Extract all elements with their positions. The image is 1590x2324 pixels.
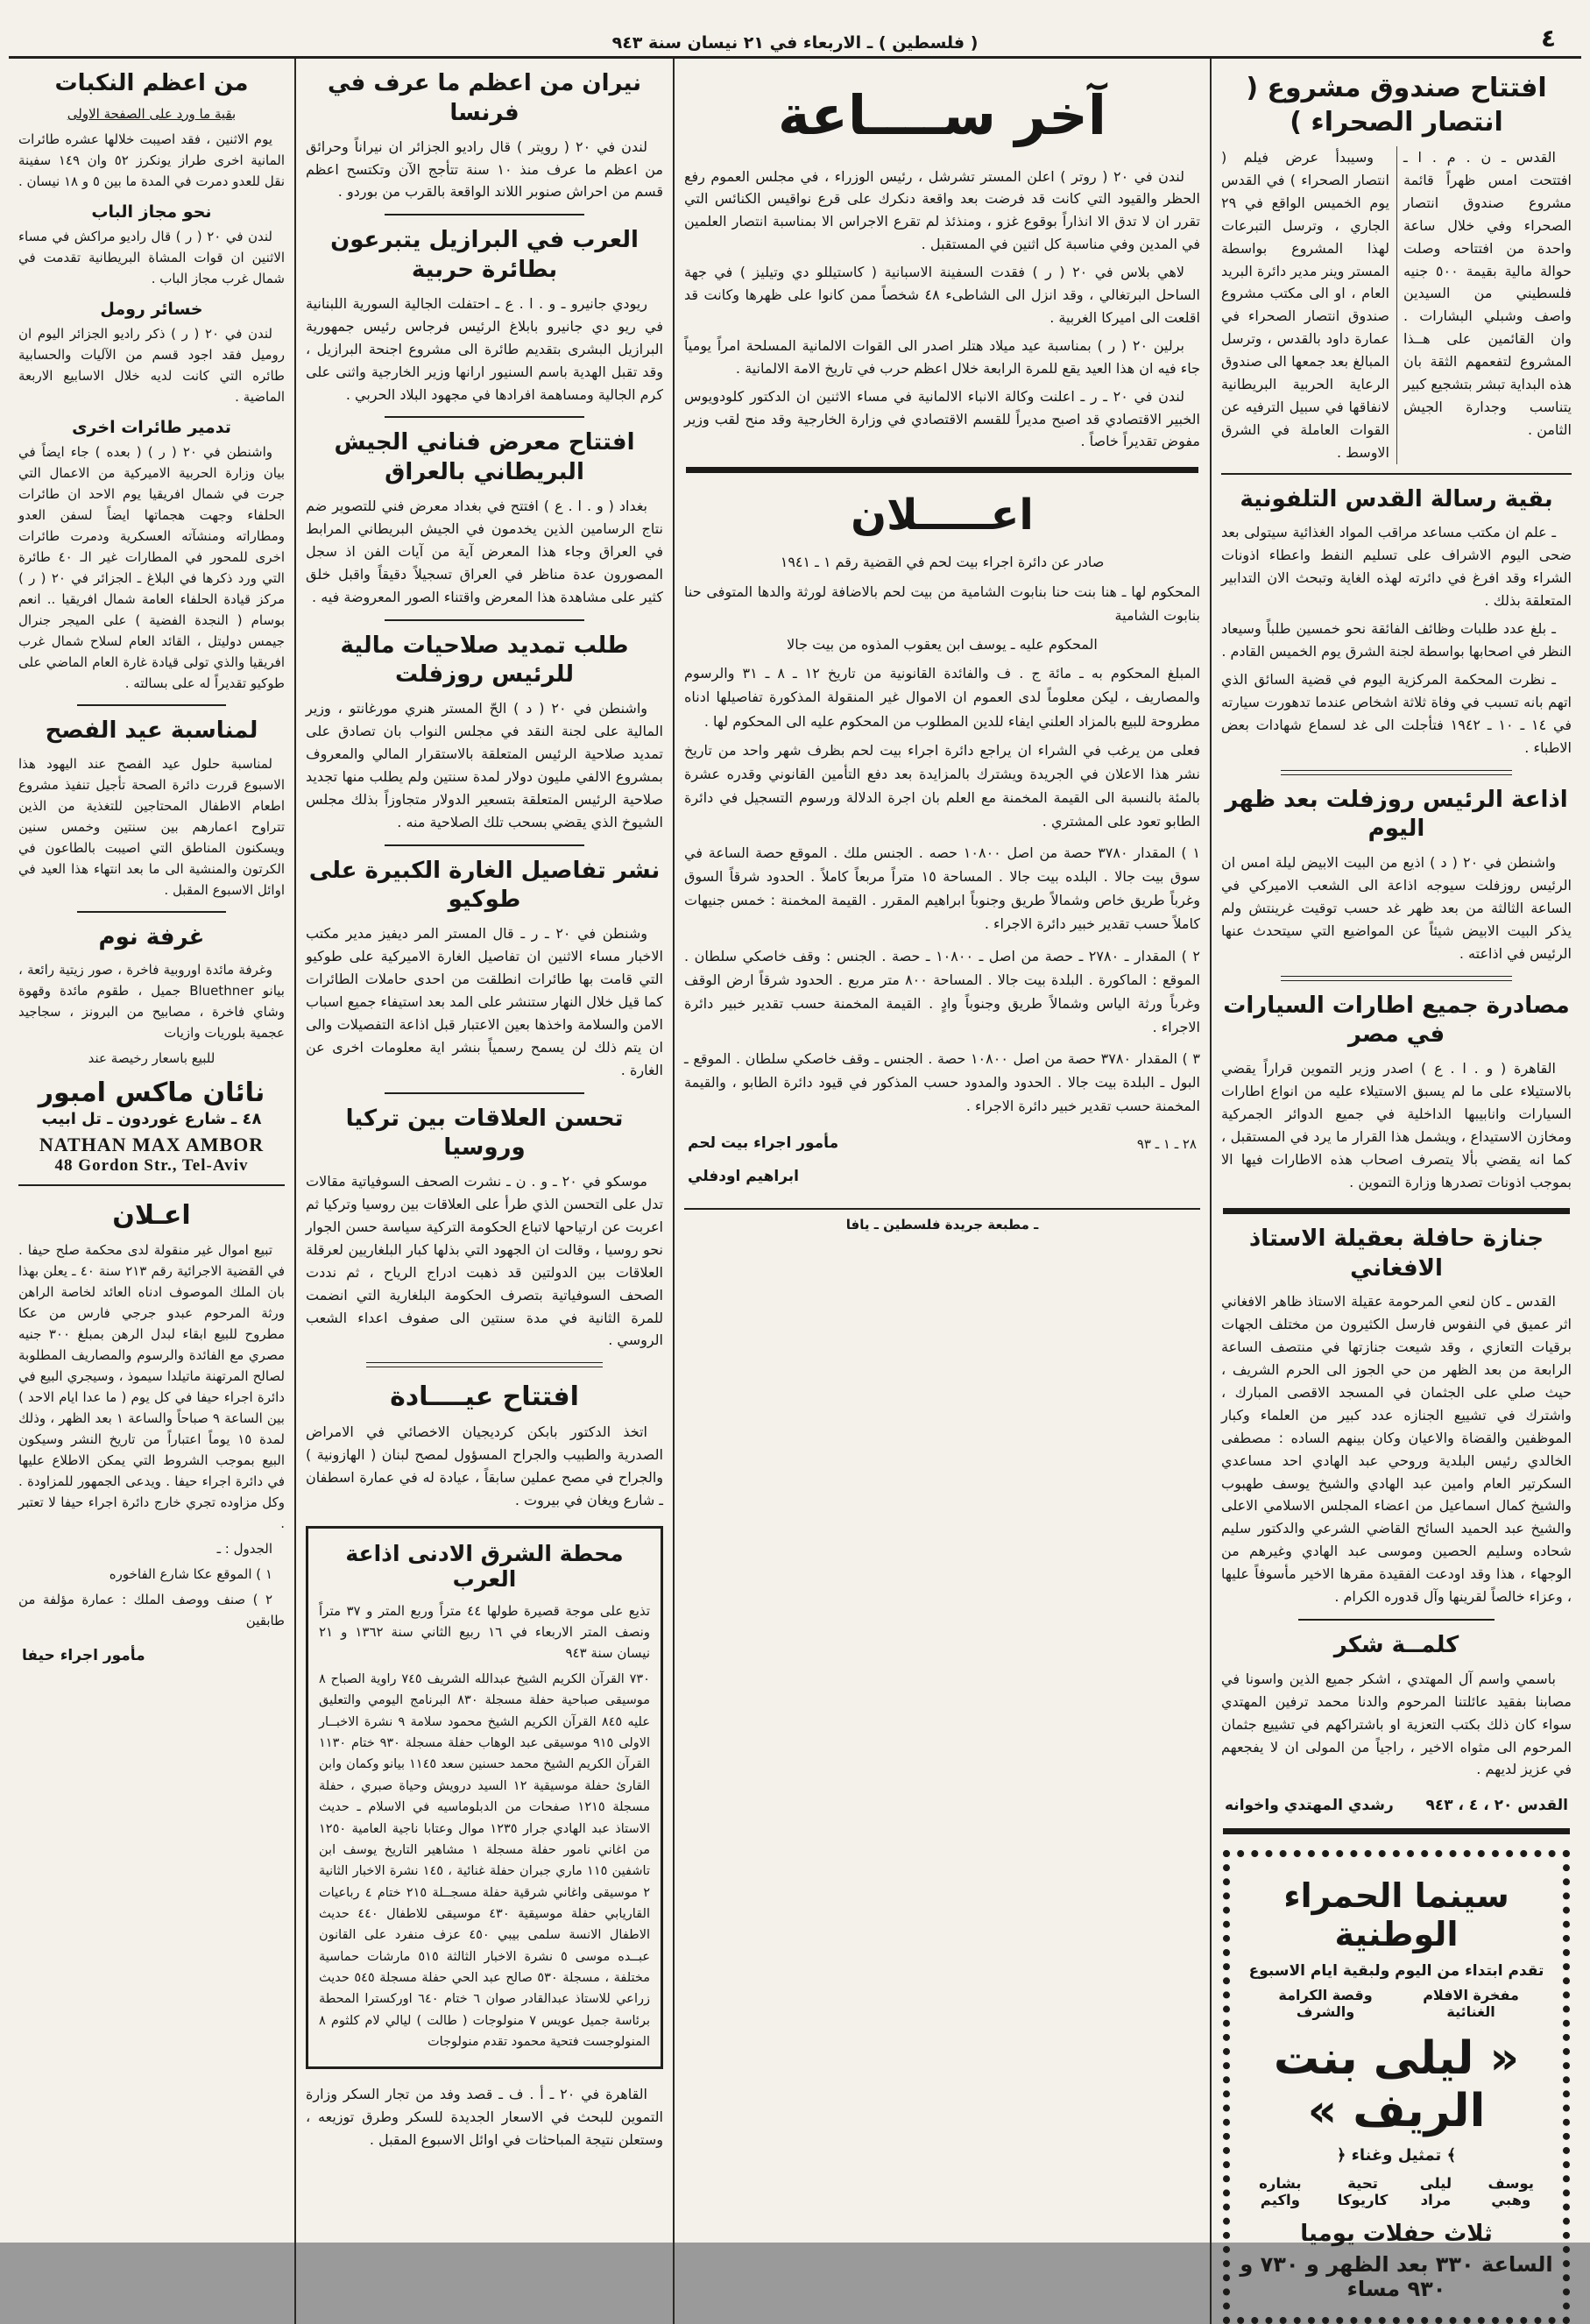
article-easter xyxy=(18,717,285,901)
bedroom-furniture-ad xyxy=(18,923,285,1176)
divider xyxy=(385,416,584,418)
article-body: لندن في ٢٠ ( رويتر ) قال راديو الجزائر ان نيراناً وحرائق من اعظم ما عرف منذ ١٠ سنة تتأجج الآن وتكتسح اعظم قسم من احراش صنوبر اللاند الواقعة بالقرب من بوردو . xyxy=(306,138,663,201)
article-headline: افتتاح صندوق مشروع ( انتصار الصحراء ) xyxy=(1246,73,1547,138)
vendor-address-arabic: ٤٨ ـ شارع غوردون ـ تل ابيب xyxy=(41,1110,262,1129)
article-baghdad-exhibition xyxy=(306,428,663,608)
article-brazil-plane xyxy=(306,226,663,406)
article-headline: من اعظم النكبات xyxy=(54,70,249,96)
cinema-subtitle: ﴾ تمثيل وغناء ﴿ xyxy=(1239,2146,1554,2165)
article-roosevelt-powers xyxy=(306,632,663,834)
divider xyxy=(1298,1619,1495,1621)
article-body-two-col xyxy=(1221,146,1572,464)
column-world-news xyxy=(294,59,673,2324)
news-item: لندن في ٢٠ ـ ر ـ اعلنت وكالة الانباء الالمانية في مساء الاثنين ان الدكتور كلودويوس الخبير الاقتصادي قد اصبح مديراً للقسم الاقتصادي في وزارة الخارجية وقد منح لقب وزير مفوض تقديراً خاصاً . xyxy=(684,387,1200,450)
notice-issuer: صادر عن دائرة اجراء بيت لحم في القضية رقم ١ ـ ١٩٤١ xyxy=(780,554,1105,571)
news-item: لندن في ٢٠ ( روتر ) اعلن المستر تشرشل ، رئيس الوزراء ، في مجلس العموم رفع الحظر والقيود التي كانت قد فرضت بعد واقعة دنكرك على قرع نواقيس الكنائس التي تقرر ان لا تدق الا انذاراً بوقوع غزو ، ومنذئذ لم تقرع الاجراس الا بمناسبة انتصار العلمين في المدين وفي مناسبة كل اثنين في المستقبل . xyxy=(684,167,1200,253)
officer-signature-row xyxy=(22,1647,281,1664)
news-item: برلين ٢٠ ( ر ) بمناسبة عيد ميلاد هتلر اصدر الى القوات الالمانية المسلحة امراً يومياً جاء فيه ان هذا العيد يقع للمرة الرابعة خلال اعظم حرب في تاريخ الامة الالمانية . xyxy=(684,336,1200,377)
ad-body: وغرفة مائدة اوروبية فاخرة ، صور زيتية رائعة ، بيانو Bluethner جميل ، طقوم مائدة وقهوة وشاي فاخرة ، مصابيح من البرونز ، سجاجيد عجمية بلوريات وازيات xyxy=(18,962,285,1042)
column-last-hour xyxy=(673,59,1210,2324)
legal-notice-haifa xyxy=(18,1198,285,1664)
columns-grid xyxy=(9,59,1581,2302)
notice-body: تبيع اموال غير منقولة لدى محكمة صلح حيفا . في القضية الاجرائية رقم ٢١٣ سنة ٤٠ ـ يعلن بهذا بان الملك الموصوف ادناه العائد لخاصة الراهن ورثة المرحوم عبدو جرجي فارس من عكا مطروح للبيع ابقاء لبدل الرهن بمبلغ ٣٠٠ جنيه مصري مع الفائدة والرسوم والمصاريف المطلوبة لصالح المرتهنة ماتيلدا سيموذ ، وسيجري البيع في دائرة اجراء حيفا في كل يوم ( ما عدا ايام الاحد ) بين الساعة ٩ صباحاً والساعة ١ بعد الظهر ، وذلك لمدة ١٥ يوماً اعتباراً من تاريخ النشر وسيكون البيع بموجب الشروط التي يمكن الاطلاع عليها في دائرة اجراء حيفا . ويدعى الجمهور للمزاودة . وكل مزاوده تجري خارج دائرة اجراء حيفا لا تعتبر . xyxy=(18,1242,286,1532)
schedule-item: ٢ ) صنف ووصف الملك : عمارة مؤلفة من طابقين xyxy=(18,1592,285,1629)
divider xyxy=(77,911,226,913)
divider xyxy=(77,704,226,706)
shows-line: ثلاث حفلات يوميا xyxy=(1300,2221,1493,2248)
article-thanks xyxy=(1221,1631,1572,1814)
divider xyxy=(18,1184,285,1186)
actor-name: ليلى مراد xyxy=(1419,2175,1452,2209)
schedule-label: الجدول : ـ xyxy=(216,1541,272,1558)
sub-headline: تدمير طائرات اخرى xyxy=(72,417,231,437)
notice-terms: فعلى من يرغب في الشراء ان يراجع دائرة اجراء بيت لحم بظرف شهر واحد من تاريخ نشر هذا الاعلان في الجريدة ويشترك بالمزايدة بعد دفع التأمين القانوني وقدره عشرة بالمئة بالنسبة الى القيمة المخمنة مع العلم بان اجرة الدلالة ورسوم التسجيل في دائرة الطابو تعود على المشتري . xyxy=(684,741,1200,830)
article-body: واشنطن في ٢٠ ( د ) اذيع من البيت الابيض ليلة امس ان الرئيس روزفلت سيوجه اذاعة الى الشعب الاميركي في الساعة الثالثة من بعد ظهر غد حسب توقيت غرينتش ولم يذكر البيت الابيض شيئاً عن المواضيع التي سيتحدث عنها الرئيس في اذاعته . xyxy=(1221,854,1572,962)
article-body: لمناسبة حلول عيد الفصح عند اليهود هذا الاسبوع قررت دائرة الصحة تأجيل تنفيذ مشروع اطعام الاطفال المحتاجين للتغذية من الذين تتراوح اعمارهم بين سنتين وخمس سنين ويسكنون المناطق التي اصيبت بالطاعون في الكرتون والمنشية الى ما بعد انتهاء هذا العيد في اوائل الاسبوع المقبل . xyxy=(18,755,285,898)
divider xyxy=(385,214,584,215)
news-item: ـ بلغ عدد طلبات وظائف الفائقة نحو خمسين طلباً وسيعاد النظر في اصحابها بواسطة لجنة الشرق يوم الخميس القادم . xyxy=(1221,620,1572,660)
divider xyxy=(385,619,584,621)
showtimes: الساعة ٣٣٠ بعد الظهر و ٧٣٠ و ٩٣٠ مساء xyxy=(1240,2252,1553,2302)
article-catastrophes xyxy=(18,69,285,694)
article-body: القدس ـ كان لنعي المرحومة عقيلة الاستاذ ظاهر الافغاني اثر عميق في النفوس فارسل الكثيرون من مختلف الجهات برقيات التعازي ، وقد شيعت جنازتها في منتصف الساعة الرابعة من بعد الظهر من حي الجوز الى الحرم الشريف ، حيث صلي على الجثمان في المسجد الاقصى المبارك ، واشترك في تشييع الجنازه عدد كبير من العلماء وكبار الموظفين والقضاة والاعيان وكان بينهم الساده : مصطفى الخالدي رئيس البلدية وروحي عبد الهادي احد مساعدي السكرتير العام وامين عبد الهادي والشيخ يوسف طهبوب والشيخ كمال اسماعيل من اعضاء المجلس الاسلامي الاعلى والشيخ عبد الحميد السائح القاضي الشرعي والدكتور سليم شحاده وسليم الحصين وموسى عبد الهادي وغيرهم من الوجهاء ، هذا وقد اودعت الفقيدة مقرها الاخير مأسوفاً عليها ، وعزاء خالصاً لقرينها وآل قدوره الكرام . xyxy=(1221,1293,1572,1606)
cinema-intro-line: تقدم ابتداء من اليوم ولبقية ايام الاسبوع xyxy=(1248,1962,1544,1981)
legal-notice-bethlehem xyxy=(684,491,1200,1185)
article-body: ريودي جانيرو ـ و . ا . ع ـ احتفلت الجالية السورية اللبنانية في ريو دي جانيرو بابلاغ الرئيس فرجاس رئيس جمهورية البرازيل البشرى بتقديم طائرة الى مشروع اجنحة البرازيل ، وقد تقبل الهدية باسم السنيور ارانها وزير الخارجية واثنى على كرم الجالية ومساهمة افرادها في مجهود البلاد الحربي . xyxy=(306,294,663,403)
cairo-news-item: القاهرة في ٢٠ ـ أ . ف ـ قصد وفد من تجار السكر وزارة التموين للبحث في الاسعار الجديدة للسكر وطرق توزيعه ، وستعلن نتيجة المباحثات في اوائل الاسبوع المقبل . xyxy=(306,2086,663,2149)
article-headline: العرب في البرازيل يتبرعون بطائرة حربية xyxy=(330,227,639,284)
vendor-address-latin: 48 Gordon Str., Tel-Aviv xyxy=(54,1156,249,1176)
news-item: لاهي بلاس في ٢٠ ( ر ) فقدت السفينة الاسبانية ( كاستيللو دي وتيليز ) في جهة الساحل البرتغالي ، وقد انزل الى الشاطىء ٤٨ شخصاً ممن كانوا على ظهرها وكانت قد اقلعت الى اميركا الغربية . xyxy=(684,264,1200,326)
news-item: ـ علم ان مكتب مساعد مراقب المواد الغذائية سيتولى بعد ضحى اليوم الاشراف على تسليم النفط واعطاء اذونات الشراء وقد افرغ في دائرته لهذه الغاية وتبحث الان التدابير المتعلقة بذلك . xyxy=(1221,524,1572,610)
notice-beneficiary: المحكوم لها ـ هنا بنت حنا بنابوت الشامية من بيت لحم بالاضافة لورثة والدها المتوفى حنا بنابوت الشامية xyxy=(684,583,1200,624)
masthead xyxy=(9,5,1581,59)
article-headline: تحسن العلاقات بين تركيا وروسيا xyxy=(345,1105,624,1162)
signature-name: رشدي المهتدي واخوانه xyxy=(1225,1797,1394,1815)
article-body: واشنطن في ٢٠ ( ر ) ( بعده ) جاء ايضاً في بيان وزارة الحربية الاميركية من الاعمال التي جرت في شمال افريقيا يوم الاحد ان طائرات الحلفاء وجهت هجماتها ايضاً لسفن العدو ومطاراته ومنشآته العسكرية ودمرت طائرات اخرى للمحور في المطارات غير الـ ٤٠ طائرة التي ورد ذكرها في البلاغ ـ الجزائر في ٢٠ ( ر ) مركز قيادة الحلفاء العامة شمال افريقيا .. انعم بوسام ( النجدة الفضية ) على الميجر جنرال جيمس دوليتل ، القائد العام لسلاح شمال غرب افريقيا والذي تولى قيادة غارة العام الماضي على طوكيو تقديراً له على بسالته . xyxy=(18,443,286,691)
article-headline: بقية رسالة القدس التلفونية xyxy=(1240,485,1553,512)
article-body: وسيبدأ عرض فيلم ( انتصار الصحراء ) في القدس يوم الخميس الواقع في ٢٩ الجاري ، وترسل التبرعات لهذا المشروع بواسطة المستر وينر مدير دائرة البريد العام ، او الى مكتب مشروع صندوق انتصار الصحراء في عمارة داود بالقدس ، وترسل المبالغ بعد جمعها الى صندوق الرعاية الحربية البريطانية لانفاقها في سبيل الترفيه عن القوات العاملة في الشرق الاوسط . xyxy=(1221,149,1389,461)
article-funeral xyxy=(1221,1225,1572,1608)
article-france-fires xyxy=(306,69,663,203)
article-headline: لمناسبة عيد الفصح xyxy=(45,717,258,744)
column-right xyxy=(1210,59,1581,2324)
article-body: القدس ـ ن . م . ا ـ افتتحت امس ظهراً قائمة مشروع صندوق انتصار الصحراء وفي خلال ساعة واحدة من افتتاحه وصلت حوالة مالية بقيمة ٥٠٠ جنيه فلسطيني من السيدين واصف وشبلي البشارات . وان القائمين على هــذا المشروع لتفعمهم الثقة بان هذه البداية تبشر بتشجيع كبير يتناسب وجدارة الجيش الثامن . xyxy=(1403,149,1572,438)
actors-row xyxy=(1239,2175,1554,2208)
article-body: لندن في ٢٠ ( ر ) قال راديو مراكش في مساء الاثنين ان قوات المشاة البريطانية تقدمت في شمال غرب مجاز الباب . xyxy=(18,228,285,286)
printing-imprint: ـ مطبعة جريدة فلسطين ـ يافا xyxy=(684,1208,1200,1233)
article-clinic-opening xyxy=(306,1380,663,1512)
divider xyxy=(385,844,584,846)
officer-signature-row xyxy=(688,1134,1197,1152)
article-body: باسمي واسم آل المهتدي ، اشكر جميع الذين واسونا في مصابنا بفقيد عائلتنا المرحوم والدنا محمد ترفين المهتدي سواء كان ذلك بكتب التعزية او باشتراكهم في تشييع جثمان المرحوم الى مثواه الاخير ، راجياً من المولى ان لا يفجعهم في عزيز لديهم . xyxy=(1221,1670,1572,1778)
officer-name: ابراهيم اودفلي xyxy=(688,1168,799,1186)
last-hour-headline: آخر ســــاعة xyxy=(777,83,1107,147)
article-headline: نيران من اعظم ما عرف في فرنسا xyxy=(327,70,642,126)
ad-sale-line: للبيع باسعار رخيصة عند xyxy=(88,1050,216,1067)
article-headline: اذاعة الرئيس روزفلت بعد ظهر اليوم xyxy=(1225,786,1568,843)
sub-headline: نحو مجاز الباب xyxy=(91,201,212,222)
radio-schedule: ٧٣٠ القرآن الكريم الشيخ عبدالله الشريف ٧٤٥ راوية الصباح ٨ موسيقى صباحية حفلة مسجلة ٨٣٠ البرنامج اليومي والتعليق عليه ٨٤٥ القرآن الكريم الشيخ محمود سلامة ٩ نشرة الاخبــار الاولى ٩١٥ موسيقى عبد الوهاب حفلة مسجلة ٩٣٠ ختام ١١٣٠ القرآن الكريم الشيخ محمد حسنين سعد ١١٤٥ بيانو وكمان وابن القارئ حفلة موسيقية ١٢ السيد درويش وحياة صبري ، حفلة مسجلة ١٢١٥ صفحات من الدبلوماسيه في الاسلام ـ حديث الاستاذ عبد الهادي جرار ١٢٣٥ موال وعتابا ناجية العامية ١٢٥٠ من اغاني نامور حفلة مسجلة ١ مشاهير التاريخ يوسف ابن تاشفين ١١٥ ماري جبران حفلة غنائية ، ١٤٥ نشرة الاخبار الثانية ٢ موسيقى واغاني شرقية حفلة مسجــلة ٢١٥ ختام ٤ رباعيات القاريابي حفلة موسيقية ٤٣٠ موسيقى للاطفال ٤٤٠ حديث الاطفال الانسة سلمى بيبي ٤٥٠ عزف منفرد على القانون عبــده موسى ٥ نشرة الاخبار الثالثة ٥١٥ مارشات حماسية مختلفة ، مسجلة ٥٣٠ صالح عبد الحي حفلة مسجلة ٥٤٥ حديث زراعي للاستاذ عبدالقادر صوان ٦ ختام ٦٤٠ اوركسترا المحطة برئاسة جميل عويس ٧ منولوجات ( طالت ) ليالي لام كلثوم ٨ المنولوجست فتحية محمود تقدم منولوجات xyxy=(319,1672,651,2050)
schedule-item: ١ ) الموقع عكا شارع الفاخوره xyxy=(109,1566,272,1583)
news-item: ـ نظرت المحكمة المركزية اليوم في قضية السائق الذي اتهم بانه تسبب في وفاة ثلاثة اشخاص عندما تدهورت سيارته في ١٤ ـ ١٠ ـ ١٩٤٢ فتأجلت الى غد لسماع شهادات بعض الاطباء . xyxy=(1221,670,1572,756)
radio-schedule-box xyxy=(306,1526,663,2069)
signature-row xyxy=(1225,1797,1568,1814)
cinema-tagline-right: مفخرة الافلام الغنائية xyxy=(1423,1987,1519,2021)
article-headline: جنازة حافلة بعقيلة الاستاذ الافغاني xyxy=(1248,1225,1544,1282)
thick-divider xyxy=(1223,1208,1570,1214)
article-turkey-russia xyxy=(306,1105,663,1353)
article-headline: افتتاح معرض فناني الجيش البريطاني بالعراق xyxy=(334,429,635,486)
article-body: اتخذ الدكتور بابكن كرديجيان الاخصائي في الامراض الصدرية والطبيب والجراح المسؤول لمصح لبنان ( الهازونية ) والجراح في مصح عملين سابقاً ، عيادة له في عمارة اسطفان ـ شارع ويغان في بيروت . xyxy=(306,1423,663,1509)
article-jerusalem-letter xyxy=(1221,485,1572,759)
column-left xyxy=(9,59,294,2324)
actor-name: بشاره واكيم xyxy=(1259,2175,1302,2209)
article-tires-egypt xyxy=(1221,992,1572,1194)
article-headline: كلمــة شكر xyxy=(1333,1631,1459,1658)
continuation-note: بقية ما ورد على الصفحة الاولى xyxy=(67,105,237,122)
article-body: القاهرة ( و . ا . ع ) اصدر وزير التموين قراراً يقضي بالاستيلاء على ما لم يسبق الاستيلاء عليه من انواع اطارات السيارات وانابيبها الداخلية في جميع الدوائر الجمركية ومخازن الاستيداع ، ويشمل هذا القرار ما يرد في المستقبل ، كما انه يقضي بألا يتصرف اصحاب هذه الاطارات فيها الا بموجب اذونات تصدرها وزارة التموين . xyxy=(1221,1060,1572,1190)
officer-title: مأمور اجراء بيت لحم xyxy=(688,1134,839,1153)
cinema-ad xyxy=(1223,1850,1570,2324)
masthead-title: ( فلسطين ) ـ الاربعاء في ٢١ نيسان سنة ٩٤٣ xyxy=(611,33,979,53)
officer-title: مأمور اجراء حيفا xyxy=(22,1647,145,1665)
thick-divider xyxy=(1223,1828,1570,1834)
cinema-tagline-left: وقصة الكرامة والشرف xyxy=(1278,1987,1373,2021)
article-body: واشنطن في ٢٠ ( د ) الحّ المستر هنري مورغانتو ، وزير المالية على لجنة النقد في مجلس النواب بان تصادق على تمديد صلاحية الرئيس المتعلقة بالاستقرار المالي والمعروف بمشروع الالفي مليون دولار لمدة سنتين ولم يطلب منها تجديد صلاحية الرئيس المتعلقة بتسعير الدولار متجاوزاً بذلك مجلس الشيوخ الذي يقضي بسحب تلك الصلاحية منه . xyxy=(306,700,663,830)
radio-station-name: محطة الشرق الادنى اذاعة العرب xyxy=(345,1541,624,1592)
vendor-name-latin: NATHAN MAX AMBOR xyxy=(39,1134,265,1156)
divider xyxy=(1281,976,1512,981)
lot-item: ١ ) المقدار ٣٧٨٠ حصة من اصل ١٠٨٠٠ حصه . الجنس ملك . الموقع حصة الساعة في سوق بيت جالا . البلده بيت جالا . المساحة ١٥ متراً مربعاً كاملاً . الحدود شرقاً السوق وغرباً طريق خاص وشمالاً طريق وجنوباً ابراهيم المقرر . القيمة المخمنة : خمس جنيهات كاملاً حسب تقدير خبير دائرة الاجراء . xyxy=(684,844,1201,933)
cinema-taglines xyxy=(1239,1987,1554,2020)
ad-headline: غرفة نوم xyxy=(98,923,205,950)
thick-divider xyxy=(686,467,1198,473)
divider xyxy=(366,1362,602,1367)
article-headline: طلب تمديد صلاحيات مالية للرئيس روزفلت xyxy=(340,632,629,689)
actor-name: تحية كاريوكا xyxy=(1337,2175,1389,2209)
divider xyxy=(385,1092,584,1094)
lot-item: ٣ ) المقدار ٣٧٨٠ حصة من اصل ١٠٨٠٠ حصة . الجنس ـ وقف خاصكي سلطان . الموقع ـ البول ـ البلدة بيت جالا . الحدود والمدود حسب المذكور في قيود دائرة الطابو ، والقيمة المخمنة حسب تقدير خبير دائرة الاجراء . xyxy=(684,1050,1200,1115)
notice-headline: اعـــــلان xyxy=(851,491,1034,540)
article-desert-victory-fund xyxy=(1221,71,1572,464)
article-body: بغداد ( و . ا . ع ) افتتح في بغداد معرض فني للتصوير ضم نتاج الرسامين الذين يخدمون في الجيش البريطاني المرابط في العراق وجاء هذا المعرض آية من آيات الفن اذ سجل المصورون عدة مناظر في العراق تسجيلاً دقيقاً واقبل خلق كثير على مشاهدة هذا المعرض واقتناء الصور المعروضة فيه . xyxy=(306,498,663,605)
radio-intro: تذيع على موجة قصيرة طولها ٤٤ متراً وربع المتر و ٣٧ متراً ونصف المتر الاربعاء في ١٦ ربيع الثاني سنة ١٣٦٢ و ٢١ نيسان سنة ٩٤٣ xyxy=(319,1603,650,1661)
signature-place-date: القدس ٢٠ ، ٤ ، ٩٤٣ xyxy=(1425,1797,1568,1815)
article-body: وشنطن في ٢٠ ـ ر ـ قال المستر المر ديفيز مدير مكتب الاخبار مساء الاثنين ان تفاصيل الغارة الاميركية على طوكيو التي قامت بها طائرات انطلقت من احدى حاملات الطائرات كما قيل خلال النهار ستنشر على المد بعد استيفاء جميع اسباب الامن والسلامة واخذها بعين الاعتبار قبل اذاعة التفصيلات والى ان يتم ذلك لن يسمح رسمياً بنشر اية معلومات اخرى عن الغارة . xyxy=(306,925,663,1078)
article-headline: مصادرة جميع اطارات السيارات في مصر xyxy=(1223,992,1570,1049)
cinema-name: سينما الحمراء الوطنية xyxy=(1283,1876,1509,1954)
actor-name: يوسف وهبي xyxy=(1488,2175,1534,2209)
article-roosevelt-broadcast xyxy=(1221,786,1572,965)
notice-amount: المبلغ المحكوم به ـ مائة ج . ف والفائدة القانونية من تاريخ ١٢ ـ ٨ ـ ٣١ والرسوم والمصاريف ، ليكن معلوماً لدى العموم ان الاموال غير المنقولة المذكورة تفاصيلها ادناه مطروحة للبيع بالمزاد العلني ايفاء للدين المطلوب من المحكوم عليه الى المحكوم لها . xyxy=(684,665,1201,730)
page-number: ٤ xyxy=(1541,24,1557,53)
notice-debtor: المحكوم عليه ـ يوسف ابن يعقوب المذوه من بيت جالا xyxy=(787,635,1098,653)
notice-headline: اعـلان xyxy=(112,1200,191,1232)
film-title: « ليلى بنت الريف » xyxy=(1273,2032,1520,2138)
article-body: لندن في ٢٠ ( ر ) ذكر راديو الجزائر اليوم ان روميل فقد اجود قسم من الآليات والحسابية طائره التي كانت لديه خلال الاسابيع الاربعة الماضية . xyxy=(18,325,285,405)
article-tokyo-raid xyxy=(306,857,663,1082)
article-headline: افتتاح عيــــادة xyxy=(390,1381,579,1413)
article-headline: نشر تفاصيل الغارة الكبيرة على طوكيو xyxy=(308,857,661,914)
officer-name-row xyxy=(688,1168,1197,1185)
divider xyxy=(1221,473,1572,475)
vendor-name-arabic: نائان ماكس امبور xyxy=(38,1077,265,1109)
divider xyxy=(1281,770,1512,775)
article-last-hour xyxy=(684,81,1200,453)
article-body: موسكو في ٢٠ ـ و . ن ـ نشرت الصحف السوفياتية مقالات تدل على التحسن الذي طرأ على العلاقات بين روسيا وتركيا ثم اعربت عن ارتياحها لاتباع الحكومة التركية سياسة حسن الجوار نحو روسيا ، وقالت ان الجهود التي بذلها كبار البلغاريين لعرقلة العلاقات بين الدولتين قد ذهبت ادراج الرياح ، ثم نددت الصحف السوفياتية بتصرف الحكومة البلغارية التي انضمت للمرة الثانية في مدة سنتين الى صفوف اعداء الشعب الروسي . xyxy=(306,1173,663,1349)
sub-headline: خسائر رومل xyxy=(100,299,203,319)
case-reference: ٢٨ ـ ١ ـ ٩٣ xyxy=(1136,1136,1197,1153)
lot-item: ٢ ) المقدار ـ ٢٧٨٠ ـ حصة من اصل ـ ١٠٨٠٠ ـ حصة . الجنس : وقف خاصكي سلطان . الموقع : الماكورة . البلدة بيت جالا . المساحة ٨٠٠ متر مربع . الحدود شرقاً ارض الوقف وغرباً ورثة الياس وشمالاً طريق وجنوباً وادٍ . القيمة المخمنة حسب تقدير خبير دائرة الاجراء . xyxy=(684,947,1201,1035)
article-body: يوم الاثنين ، فقد اصيبت خلالها عشره طائرات المانية اخرى طراز يونكرز ٥٢ وان ١٤٩ سفينة نقل للعدو دمرت في المدة ما بين ٥ و ١٨ نيسان . xyxy=(18,131,285,189)
